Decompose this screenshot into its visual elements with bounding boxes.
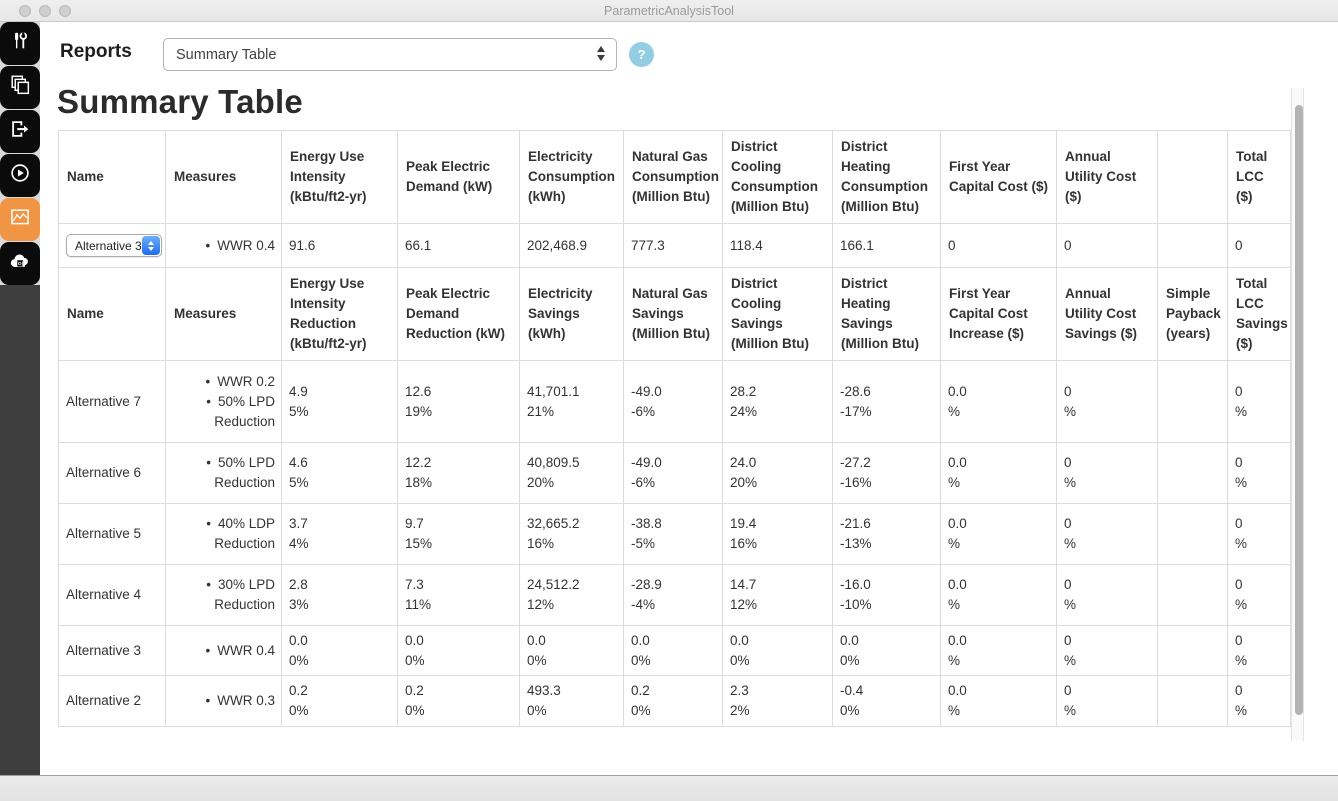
value-cell: [941, 504, 1057, 565]
header-cell: Simple Payback (years): [1158, 268, 1228, 361]
value-cell: [941, 626, 1057, 676]
table-row: [59, 361, 1291, 443]
percent-line: %: [948, 536, 961, 551]
measure-item: [173, 514, 275, 554]
value-line: 7.3: [405, 577, 424, 592]
percent-line: %: [948, 475, 961, 490]
value-cell: [1057, 504, 1158, 565]
sidebar-item-design-alternatives[interactable]: [0, 66, 40, 109]
measures-cell: [166, 504, 282, 565]
header-cell: District Heating Savings (Million Btu): [833, 268, 941, 361]
chart-icon: [9, 206, 31, 233]
measure-label: WWR 0.4: [217, 642, 275, 658]
header-cell: [1158, 131, 1228, 224]
percent-line: 5%: [289, 475, 309, 490]
name-cell: Alternative 5: [59, 504, 166, 565]
value-line: 12.6: [405, 383, 432, 399]
percent-line: %: [948, 703, 961, 718]
value-line: 0.0: [948, 516, 967, 531]
value-line: 0: [1235, 683, 1243, 698]
value-line: 493.3: [527, 683, 561, 698]
value-cell: [833, 504, 941, 565]
bullet-icon: •: [205, 237, 211, 253]
measures-cell: [166, 224, 282, 268]
window-titlebar: [0, 0, 1338, 22]
measure-label: WWR 0.2: [217, 373, 275, 389]
percent-line: 11%: [405, 597, 432, 612]
percent-line: %: [948, 597, 961, 612]
value-cell: 166.1: [833, 224, 941, 268]
header-row: [59, 268, 1291, 361]
value-cell: 0: [1057, 224, 1158, 268]
value-cell: [941, 676, 1057, 727]
value-line: 0.2: [405, 683, 424, 698]
value-line: -0.4: [840, 683, 864, 698]
value-cell: [398, 626, 520, 676]
baseline-table: [58, 130, 1291, 268]
header-cell: Peak Electric Demand Reduction (kW): [398, 268, 520, 361]
select-stepper-icon: [597, 46, 605, 61]
value-cell: [624, 626, 723, 676]
bullet-icon: •: [206, 516, 211, 531]
header-cell: District Heating Consumption (Million Btu): [833, 131, 941, 224]
value-cell: [723, 626, 833, 676]
value-line: 0: [1064, 383, 1072, 399]
value-cell: [1158, 224, 1228, 268]
value-cell: [624, 361, 723, 443]
value-line: 0.2: [289, 683, 308, 698]
value-cell: [282, 361, 398, 443]
value-cell: [833, 676, 941, 727]
sidebar-item-measures[interactable]: [0, 22, 40, 65]
value-cell: [941, 565, 1057, 626]
header-cell: Name: [59, 131, 166, 224]
percent-line: 20%: [730, 475, 758, 490]
value-cell: [398, 565, 520, 626]
value-cell: [1057, 443, 1158, 504]
value-cell: [1057, 361, 1158, 443]
value-cell: [520, 361, 624, 443]
header-cell: Electricity Consumption (kWh): [520, 131, 624, 224]
value-line: 0: [1064, 455, 1072, 470]
value-cell: [282, 626, 398, 676]
value-line: 0.0: [948, 455, 967, 470]
value-cell: [282, 443, 398, 504]
value-line: 2.8: [289, 577, 308, 592]
value-cell: [1228, 504, 1291, 565]
value-cell: [1228, 565, 1291, 626]
percent-line: %: [1064, 536, 1077, 551]
value-cell: [723, 361, 833, 443]
value-cell: [520, 565, 624, 626]
value-cell: [282, 565, 398, 626]
value-cell: [941, 443, 1057, 504]
header-cell: District Cooling Savings (Million Btu): [723, 268, 833, 361]
value-cell: [282, 504, 398, 565]
measure-item: [173, 392, 275, 432]
measures-cell: [166, 565, 282, 626]
cloud-icon: [8, 250, 32, 277]
percent-line: 4%: [289, 536, 309, 551]
bullet-icon: •: [206, 577, 211, 592]
value-cell: 202,468.9: [520, 224, 624, 268]
value-cell: [1158, 626, 1228, 676]
value-cell: [624, 565, 723, 626]
percent-line: 0%: [631, 652, 651, 668]
window-footer: [0, 775, 1338, 801]
measures-cell: [166, 361, 282, 443]
bullet-icon: •: [205, 373, 211, 389]
percent-line: 16%: [730, 536, 758, 551]
value-line: 0.0: [289, 632, 308, 648]
percent-line: %: [1235, 475, 1248, 490]
page-title: Summary Table: [57, 83, 303, 120]
value-cell: [282, 676, 398, 727]
percent-line: 3%: [289, 597, 309, 612]
value-line: -27.2: [840, 455, 871, 470]
percent-line: %: [1064, 597, 1077, 612]
bullet-icon: •: [205, 642, 211, 658]
value-cell: [398, 361, 520, 443]
table-row: [59, 224, 1291, 268]
percent-line: 15%: [405, 536, 433, 551]
bullet-icon: •: [206, 393, 211, 409]
table-row: [59, 504, 1291, 565]
percent-line: %: [1235, 703, 1248, 718]
header-cell: Peak Electric Demand (kW): [398, 131, 520, 224]
value-line: 0: [1235, 577, 1243, 592]
value-line: 0.0: [948, 577, 967, 592]
percent-line: %: [1064, 403, 1077, 419]
bullet-icon: •: [205, 693, 211, 708]
measure-item: [173, 236, 275, 256]
percent-line: 0%: [405, 703, 425, 718]
value-line: 24.0: [730, 455, 757, 470]
percent-line: %: [948, 403, 961, 419]
value-cell: [520, 443, 624, 504]
value-line: 0: [1235, 516, 1243, 531]
value-line: 28.2: [730, 383, 757, 399]
value-line: 0.0: [948, 683, 967, 698]
value-cell: [1057, 565, 1158, 626]
value-line: 0.2: [631, 683, 650, 698]
value-cell: [723, 504, 833, 565]
value-line: 0.0: [948, 632, 967, 648]
header-cell: Energy Use Intensity Reduction (kBtu/ft2-yr): [282, 268, 398, 361]
percent-line: 0%: [289, 652, 309, 668]
percent-line: -6%: [631, 403, 656, 419]
measure-label: 50% LPD Reduction: [214, 455, 275, 490]
header-cell: District Cooling Consumption (Million Btu): [723, 131, 833, 224]
value-line: 2.3: [730, 683, 749, 698]
header-cell: Natural Gas Consumption (Million Btu): [624, 131, 723, 224]
value-line: -16.0: [840, 577, 871, 592]
name-cell: Alternative 3: [59, 626, 166, 676]
value-line: 14.7: [730, 577, 757, 592]
percent-line: 0%: [527, 652, 547, 668]
header-cell: Energy Use Intensity (kBtu/ft2-yr): [282, 131, 398, 224]
percent-line: %: [1235, 652, 1248, 668]
value-cell: [624, 504, 723, 565]
value-cell: [398, 504, 520, 565]
value-cell: 0: [941, 224, 1057, 268]
percent-line: 0%: [840, 703, 860, 718]
value-cell: 66.1: [398, 224, 520, 268]
percent-line: %: [1064, 703, 1077, 718]
name-cell: Alternative 2: [59, 676, 166, 727]
value-line: 0.0: [730, 632, 749, 648]
value-cell: [1158, 443, 1228, 504]
value-line: 41,701.1: [527, 383, 580, 399]
sidebar-item-outputs[interactable]: [0, 110, 40, 153]
alternative-select[interactable]: [66, 234, 162, 257]
value-line: 0: [1064, 632, 1072, 648]
percent-line: %: [1235, 403, 1248, 419]
percent-line: -16%: [840, 475, 872, 490]
value-line: -49.0: [631, 455, 662, 470]
header-cell: Name: [59, 268, 166, 361]
value-cell: [1228, 443, 1291, 504]
measure-label: WWR 0.3: [217, 693, 275, 708]
report-select-value: Summary Table: [176, 46, 277, 63]
vertical-scrollbar[interactable]: [1291, 88, 1304, 741]
tools-icon: [9, 30, 31, 57]
value-line: 0.0: [840, 632, 859, 648]
value-cell: [624, 676, 723, 727]
value-cell: [941, 361, 1057, 443]
percent-line: 16%: [527, 536, 555, 551]
table-row: [59, 676, 1291, 727]
value-cell: [833, 565, 941, 626]
measure-item: [173, 575, 275, 615]
value-cell: [723, 443, 833, 504]
value-line: 0: [1235, 383, 1243, 399]
help-button[interactable]: ?: [629, 42, 654, 67]
value-line: 0.0: [948, 383, 967, 399]
value-cell: [1228, 361, 1291, 443]
play-icon: [9, 162, 31, 189]
value-cell: [1158, 361, 1228, 443]
header-row: [59, 131, 1291, 224]
value-line: 0: [1064, 683, 1072, 698]
value-cell: [1228, 626, 1291, 676]
value-line: 0: [1064, 516, 1072, 531]
value-line: -28.9: [631, 577, 662, 592]
value-cell: [723, 676, 833, 727]
value-cell: [833, 626, 941, 676]
copies-icon: [9, 74, 31, 101]
sidebar-item-run[interactable]: [0, 154, 40, 197]
percent-line: 0%: [730, 652, 750, 668]
name-cell: Alternative 6: [59, 443, 166, 504]
value-line: 24,512.2: [527, 577, 580, 592]
value-line: 0.0: [527, 632, 546, 648]
header-cell: First Year Capital Cost Increase ($): [941, 268, 1057, 361]
value-line: 0.0: [631, 632, 650, 648]
header-cell: Total LCC Savings ($): [1228, 268, 1291, 361]
percent-line: 24%: [730, 403, 758, 419]
value-cell: [833, 361, 941, 443]
table-row: [59, 626, 1291, 676]
value-line: -49.0: [631, 383, 662, 399]
header-cell: Annual Utility Cost Savings ($): [1057, 268, 1158, 361]
savings-table: [58, 267, 1291, 727]
value-cell: [1057, 676, 1158, 727]
value-line: 0.0: [405, 632, 424, 648]
percent-line: 0%: [631, 703, 651, 718]
value-line: -38.8: [631, 516, 662, 531]
percent-line: 18%: [405, 475, 433, 490]
export-icon: [9, 118, 31, 145]
percent-line: %: [1235, 536, 1248, 551]
value-line: 32,665.2: [527, 516, 580, 531]
percent-line: %: [1064, 652, 1077, 668]
alternative-select-value: Alternative 3: [75, 238, 142, 253]
measures-cell: [166, 626, 282, 676]
sidebar-item-reports[interactable]: [0, 198, 40, 241]
value-cell: 0: [1228, 224, 1291, 268]
value-line: 19.4: [730, 516, 757, 531]
value-cell: [1158, 504, 1228, 565]
percent-line: %: [1235, 597, 1248, 612]
measure-label: 50% LPD Reduction: [214, 393, 275, 429]
percent-line: 0%: [405, 652, 425, 668]
mini-stepper-icon: [142, 236, 160, 255]
percent-line: 2%: [730, 703, 750, 718]
window-title: ParametricAnalysisTool: [604, 4, 734, 18]
measure-item: [173, 453, 275, 493]
value-line: -28.6: [840, 383, 871, 399]
value-cell: 91.6: [282, 224, 398, 268]
measure-item: [173, 691, 275, 711]
reports-label: Reports: [60, 41, 132, 62]
value-line: 40,809.5: [527, 455, 580, 470]
header-cell: Measures: [166, 268, 282, 361]
value-cell: [1158, 676, 1228, 727]
percent-line: -13%: [840, 536, 872, 551]
measure-item: [173, 641, 275, 661]
vertical-scrollbar-thumb[interactable]: [1295, 105, 1303, 715]
summary-report-area: [58, 130, 1290, 727]
value-line: 4.9: [289, 383, 308, 399]
value-cell: [1057, 626, 1158, 676]
value-line: 0: [1064, 577, 1072, 592]
percent-line: 0%: [840, 652, 860, 668]
value-line: 3.7: [289, 516, 308, 531]
header-cell: Annual Utility Cost ($): [1057, 131, 1158, 224]
percent-line: 0%: [289, 703, 309, 718]
name-cell: Alternative 4: [59, 565, 166, 626]
bullet-icon: •: [206, 455, 211, 470]
percent-line: 12%: [730, 597, 758, 612]
measures-cell: [166, 443, 282, 504]
percent-line: %: [948, 652, 961, 668]
value-cell: 118.4: [723, 224, 833, 268]
value-cell: [520, 626, 624, 676]
percent-line: -4%: [631, 597, 656, 612]
percent-line: 12%: [527, 597, 555, 612]
percent-line: -6%: [631, 475, 656, 490]
value-cell: [723, 565, 833, 626]
measure-label: WWR 0.4: [217, 237, 275, 253]
value-cell: [398, 676, 520, 727]
header-cell: Total LCC ($): [1228, 131, 1291, 224]
measure-label: 30% LPD Reduction: [214, 577, 275, 612]
sidebar-nav: [0, 22, 40, 775]
value-cell: [624, 443, 723, 504]
percent-line: -10%: [840, 597, 872, 612]
value-cell: [1228, 676, 1291, 727]
value-cell: [520, 676, 624, 727]
value-line: 4.6: [289, 455, 308, 470]
header-cell: First Year Capital Cost ($): [941, 131, 1057, 224]
measures-cell: [166, 676, 282, 727]
percent-line: 0%: [527, 703, 547, 718]
value-line: 0: [1235, 632, 1243, 648]
percent-line: -17%: [840, 403, 872, 419]
value-line: 0: [1235, 455, 1243, 470]
value-line: 9.7: [405, 516, 424, 531]
table-row: [59, 443, 1291, 504]
percent-line: %: [1064, 475, 1077, 490]
value-line: -21.6: [840, 516, 871, 531]
value-line: 12.2: [405, 455, 432, 470]
header-cell: Electricity Savings (kWh): [520, 268, 624, 361]
table-row: [59, 565, 1291, 626]
report-type-select[interactable]: [163, 38, 617, 71]
value-cell: [833, 443, 941, 504]
name-cell: Alternative 7: [59, 361, 166, 443]
header-cell: Measures: [166, 131, 282, 224]
header-cell: Natural Gas Savings (Million Btu): [624, 268, 723, 361]
percent-line: -5%: [631, 536, 656, 551]
name-cell: [59, 224, 166, 268]
percent-line: 5%: [289, 403, 309, 419]
value-cell: [398, 443, 520, 504]
percent-line: 19%: [405, 403, 433, 419]
sidebar-item-cloud-server[interactable]: [0, 242, 40, 285]
percent-line: 20%: [527, 475, 555, 490]
measure-item: [173, 372, 275, 392]
value-cell: [1158, 565, 1228, 626]
value-cell: 777.3: [624, 224, 723, 268]
svg-text:O|S: O|S: [17, 262, 27, 268]
value-cell: [520, 504, 624, 565]
measure-label: 40% LDP Reduction: [214, 516, 275, 551]
percent-line: 21%: [527, 403, 555, 419]
